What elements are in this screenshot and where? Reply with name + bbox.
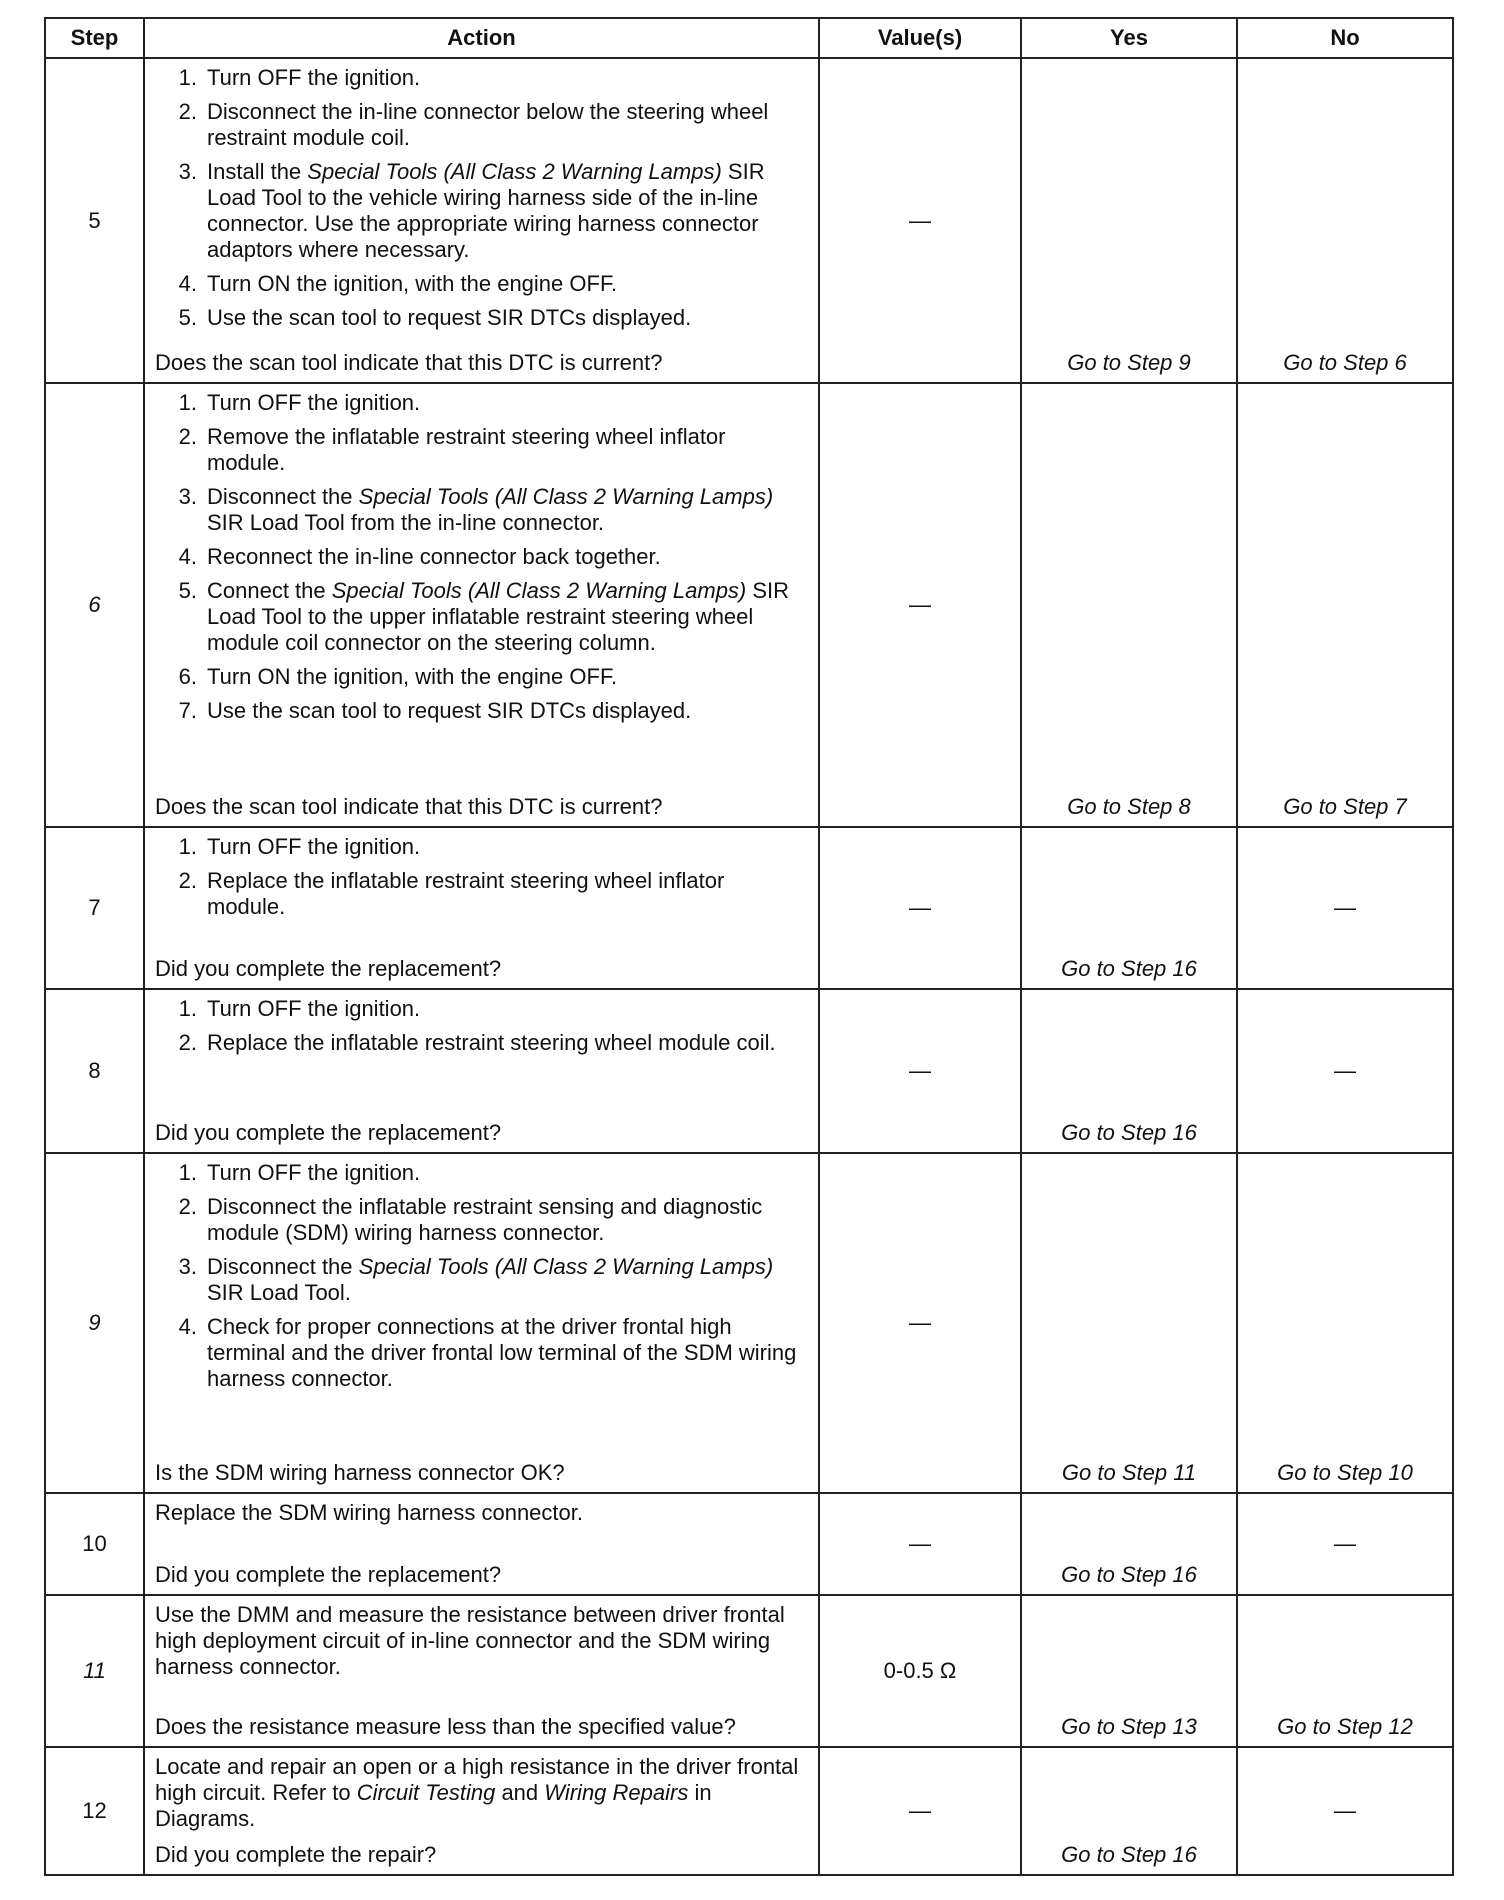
header-values: Value(s) (819, 18, 1021, 58)
value-cell: — (819, 383, 1021, 827)
header-row (45, 18, 1453, 58)
no-result: Go to Step 7 (1237, 383, 1453, 827)
table-row (45, 1493, 1453, 1595)
yes-result: Go to Step 16 (1021, 989, 1237, 1153)
yes-result: Go to Step 16 (1021, 827, 1237, 989)
list-item: 7. Use the scan tool to request SIR DTCs displayed. (178, 698, 692, 723)
action-cell (144, 1153, 819, 1493)
action-cell (144, 383, 819, 827)
diagnostic-table (44, 17, 1454, 1876)
list-item: 4. Check for proper connections at the driver frontal high terminal and the driver frontal low terminal of the SDM wiring harness connector. (178, 1314, 797, 1391)
value-cell: — (819, 1153, 1021, 1493)
no-result: — (1237, 989, 1453, 1153)
step-number: 11 (45, 1595, 144, 1747)
list-item: 6. Turn ON the ignition, with the engine OFF. (178, 664, 618, 689)
no-result: Go to Step 12 (1237, 1595, 1453, 1747)
header-yes: Yes (1021, 18, 1237, 58)
yes-result: Go to Step 16 (1021, 1747, 1237, 1875)
action-list (155, 1160, 808, 1400)
question-text: Did you complete the repair? (155, 1842, 437, 1867)
yes-result: Go to Step 13 (1021, 1595, 1237, 1747)
action-cell (144, 1595, 819, 1747)
question-text: Did you complete the replacement? (155, 1120, 502, 1145)
action-text: Use the DMM and measure the resistance between driver frontal high deployment circuit of in-line connector and the SDM wiring harness connector. (155, 1602, 785, 1679)
action-text: Locate and repair an open or a high resistance in the driver frontal high circuit. Refer to Circuit Testing and Wiring Repairs in Diagrams. (155, 1754, 799, 1831)
no-result: — (1237, 827, 1453, 989)
list-item: 1. Turn OFF the ignition. (178, 1160, 421, 1185)
list-item: 5. Use the scan tool to request SIR DTCs displayed. (178, 305, 692, 330)
list-item: 3. Disconnect the Special Tools (All Class 2 Warning Lamps) SIR Load Tool from the in-line connector. (178, 484, 774, 535)
action-list (155, 834, 808, 928)
list-item: 1. Turn OFF the ignition. (178, 996, 421, 1021)
list-item: 4. Reconnect the in-line connector back together. (178, 544, 661, 569)
list-item: 2. Replace the inflatable restraint steering wheel inflator module. (178, 868, 725, 919)
value-cell: — (819, 1747, 1021, 1875)
value-cell: — (819, 989, 1021, 1153)
table-row (45, 989, 1453, 1153)
action-list (155, 996, 808, 1064)
step-number: 9 (45, 1153, 144, 1493)
action-cell (144, 827, 819, 989)
no-result: Go to Step 10 (1237, 1153, 1453, 1493)
table-row (45, 383, 1453, 827)
step-number: 5 (45, 58, 144, 383)
yes-result: Go to Step 11 (1021, 1153, 1237, 1493)
table-row (45, 827, 1453, 989)
table-row (45, 1747, 1453, 1875)
list-item: 2. Disconnect the in-line connector below the steering wheel restraint module coil. (178, 99, 769, 150)
table-row (45, 1153, 1453, 1493)
action-cell (144, 58, 819, 383)
table-row (45, 1595, 1453, 1747)
header-no: No (1237, 18, 1453, 58)
action-text: Replace the SDM wiring harness connector. (155, 1500, 583, 1525)
action-cell (144, 989, 819, 1153)
question-text: Is the SDM wiring harness connector OK? (155, 1460, 565, 1485)
value-cell: — (819, 827, 1021, 989)
list-item: 2. Remove the inflatable restraint steering wheel inflator module. (178, 424, 726, 475)
list-item: 3. Disconnect the Special Tools (All Class 2 Warning Lamps) SIR Load Tool. (178, 1254, 774, 1305)
step-number: 7 (45, 827, 144, 989)
list-item: 1. Turn OFF the ignition. (178, 65, 421, 90)
step-number: 10 (45, 1493, 144, 1595)
list-item: 2. Replace the inflatable restraint steering wheel module coil. (178, 1030, 776, 1055)
no-result: Go to Step 6 (1237, 58, 1453, 383)
question-text: Did you complete the replacement? (155, 956, 502, 981)
value-cell: — (819, 1493, 1021, 1595)
list-item: 5. Connect the Special Tools (All Class 2 Warning Lamps) SIR Load Tool to the upper inflatable restraint steering wheel module coil connector on the steering column. (178, 578, 790, 655)
question-text: Does the scan tool indicate that this DTC is current? (155, 794, 663, 819)
list-item: 4. Turn ON the ignition, with the engine OFF. (178, 271, 618, 296)
list-item: 3. Install the Special Tools (All Class 2 Warning Lamps) SIR Load Tool to the vehicle wiring harness side of the in-line connector. Use the appropriate wiring harness connector adaptors where necessary. (178, 159, 765, 262)
question-text: Does the scan tool indicate that this DTC is current? (155, 350, 663, 375)
yes-result: Go to Step 16 (1021, 1493, 1237, 1595)
list-item: 1. Turn OFF the ignition. (178, 834, 421, 859)
list-item: 2. Disconnect the inflatable restraint sensing and diagnostic module (SDM) wiring harness connector. (178, 1194, 763, 1245)
list-item: 1. Turn OFF the ignition. (178, 390, 421, 415)
no-result: — (1237, 1493, 1453, 1595)
question-text: Does the resistance measure less than the specified value? (155, 1714, 736, 1739)
yes-result: Go to Step 8 (1021, 383, 1237, 827)
header-action: Action (144, 18, 819, 58)
action-list (155, 390, 808, 732)
step-number: 12 (45, 1747, 144, 1875)
step-number: 6 (45, 383, 144, 827)
value-cell: — (819, 58, 1021, 383)
step-number: 8 (45, 989, 144, 1153)
header-step: Step (45, 18, 144, 58)
action-list (155, 65, 808, 339)
question-text: Did you complete the replacement? (155, 1562, 502, 1587)
table-row (45, 58, 1453, 383)
action-cell (144, 1747, 819, 1875)
value-cell: 0-0.5 Ω (819, 1595, 1021, 1747)
no-result: — (1237, 1747, 1453, 1875)
action-cell (144, 1493, 819, 1595)
yes-result: Go to Step 9 (1021, 58, 1237, 383)
